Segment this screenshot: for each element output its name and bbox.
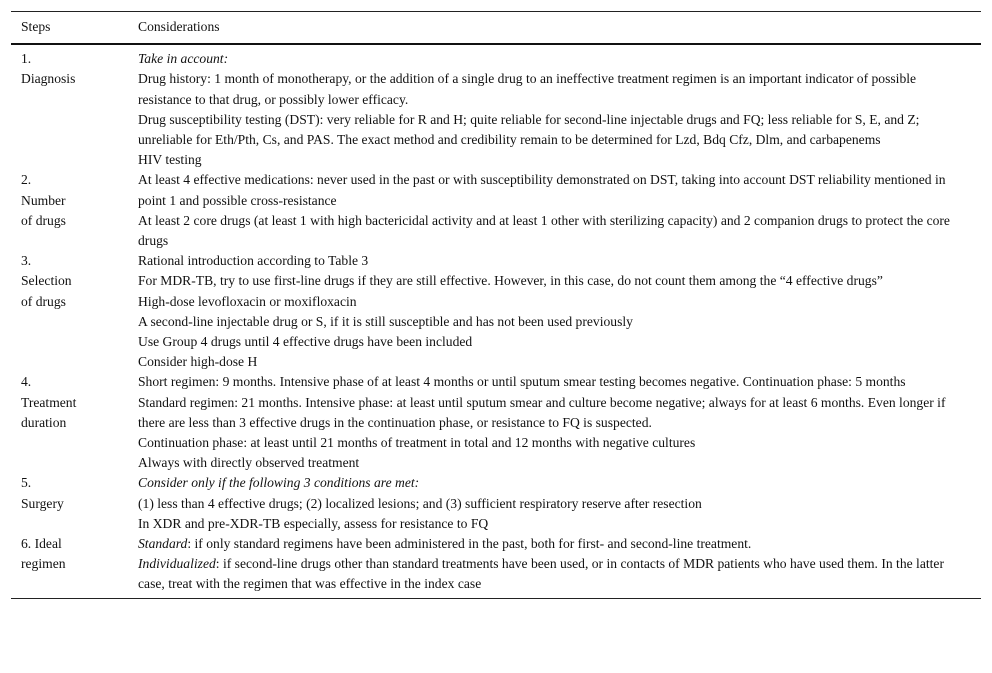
step-label: 4.	[21, 374, 32, 390]
step-cell	[11, 44, 138, 170]
item-text: HIV testing	[138, 152, 202, 168]
emphasis-text: Standard	[138, 536, 188, 552]
item-text: Drug susceptibility testing (DST): very reliable for R and H; quite reliable for second-line injectable drugs and FQ; less reliable for S, E, and Z; unreliable for Eth/Pth, Cs, and PAS. The exact method and credibility remain to be determined for Lzd, Bdq Cfz, Dlm, and carbapenems	[138, 111, 920, 148]
item-text: Always with directly observed treatment	[138, 455, 360, 471]
step-label: of drugs	[21, 212, 66, 228]
step-label: 6. Ideal	[21, 536, 62, 552]
consideration-item	[138, 49, 957, 69]
consideration-item	[138, 251, 957, 271]
consideration-item	[138, 332, 957, 352]
table-row	[11, 44, 981, 170]
emphasis-text: Take in account:	[138, 51, 229, 67]
header-steps: Steps	[11, 12, 138, 45]
consideration-item	[138, 69, 957, 109]
step-label: Treatment	[21, 394, 77, 410]
consideration-item	[138, 494, 957, 514]
header-considerations: Considerations	[138, 12, 981, 45]
header-row	[11, 12, 981, 45]
table-row	[11, 473, 981, 534]
consideration-item	[138, 514, 957, 534]
consideration-item	[138, 352, 957, 372]
item-text: Consider high-dose H	[138, 354, 258, 370]
item-text: At least 4 effective medications: never used in the past or with susceptibility demonstrated on DST, taking into account DST reliability mentioned in point 1 and possible cross-resistance	[138, 172, 946, 208]
consideration-item	[138, 534, 957, 554]
step-cell	[11, 372, 138, 473]
step-label: Number	[21, 192, 66, 208]
consideration-item	[138, 170, 957, 210]
step-label: regimen	[21, 556, 66, 572]
item-text: Continuation phase: at least until 21 months of treatment in total and 12 months with negative cultures	[138, 435, 696, 451]
step-label: Selection	[21, 273, 72, 289]
item-text: A second-line injectable drug or S, if it is still susceptible and has not been used previously	[138, 313, 633, 329]
item-text: Standard regimen: 21 months. Intensive phase: at least until sputum smear and culture become negative; always for at least 6 months. Even longer if there are less than 3 effective drugs in the continuation phase, or resistance to FQ is suspected.	[138, 394, 946, 430]
step-label: 3.	[21, 253, 32, 269]
consideration-item	[138, 453, 957, 473]
item-text: For MDR-TB, try to use first-line drugs if they are still effective. However, in this case, do not count them among the “4 effective drugs”	[138, 273, 883, 289]
consideration-item	[138, 211, 957, 251]
step-label: 5.	[21, 475, 32, 491]
item-text: Drug history: 1 month of monotherapy, or the addition of a single drug to an ineffective treatment regimen is an important indicator of possible resistance to that drug, or possibly lower efficacy.	[138, 71, 917, 107]
considerations-cell	[138, 251, 981, 372]
consideration-item	[138, 292, 957, 312]
considerations-table	[11, 11, 981, 599]
item-text: : if second-line drugs other than standard treatments have been used, or in contacts of MDR patients who have used them. In the latter case, treat with the regimen that was effective in the index case	[138, 556, 944, 592]
table-row	[11, 534, 981, 598]
item-text: In XDR and pre-XDR-TB especially, assess for resistance to FQ	[138, 515, 489, 531]
item-text: High-dose levofloxacin or moxifloxacin	[138, 293, 357, 309]
item-text: At least 2 core drugs (at least 1 with high bactericidal activity and at least 1 other with sterilizing capacity) and 2 companion drugs to protect the core drugs	[138, 212, 950, 249]
step-label: 1.	[21, 51, 32, 67]
step-label: Diagnosis	[21, 71, 76, 87]
item-text: Use Group 4 drugs until 4 effective drugs have been included	[138, 334, 473, 350]
step-label: 2.	[21, 172, 32, 188]
considerations-cell	[138, 44, 981, 170]
consideration-item	[138, 554, 957, 594]
consideration-item	[138, 393, 957, 433]
considerations-cell	[138, 534, 981, 598]
considerations-cell	[138, 473, 981, 534]
consideration-item	[138, 312, 957, 332]
step-label: of drugs	[21, 293, 66, 309]
consideration-item	[138, 271, 957, 291]
consideration-item	[138, 150, 957, 170]
table-row	[11, 251, 981, 372]
item-text: Short regimen: 9 months. Intensive phase of at least 4 months or until sputum smear testing becomes negative. Continuation phase: 5 months	[138, 374, 906, 390]
considerations-cell	[138, 372, 981, 473]
emphasis-text: Individualized	[138, 556, 216, 572]
item-text: : if only standard regimens have been administered in the past, both for first- and second-line treatment.	[187, 536, 752, 552]
step-label: Surgery	[21, 495, 64, 511]
considerations-cell	[138, 170, 981, 251]
step-cell	[11, 473, 138, 534]
consideration-item	[138, 473, 957, 493]
consideration-item	[138, 433, 957, 453]
emphasis-text: Consider only if the following 3 conditions are met:	[138, 475, 420, 491]
consideration-item	[138, 110, 957, 150]
step-label: duration	[21, 414, 67, 430]
table-row	[11, 170, 981, 251]
item-text: Rational introduction according to Table 3	[138, 253, 369, 269]
item-text: (1) less than 4 effective drugs; (2) localized lesions; and (3) sufficient respiratory reserve after resection	[138, 495, 702, 511]
step-cell	[11, 534, 138, 598]
consideration-item	[138, 372, 957, 392]
step-cell	[11, 251, 138, 372]
step-cell	[11, 170, 138, 251]
table-row	[11, 372, 981, 473]
